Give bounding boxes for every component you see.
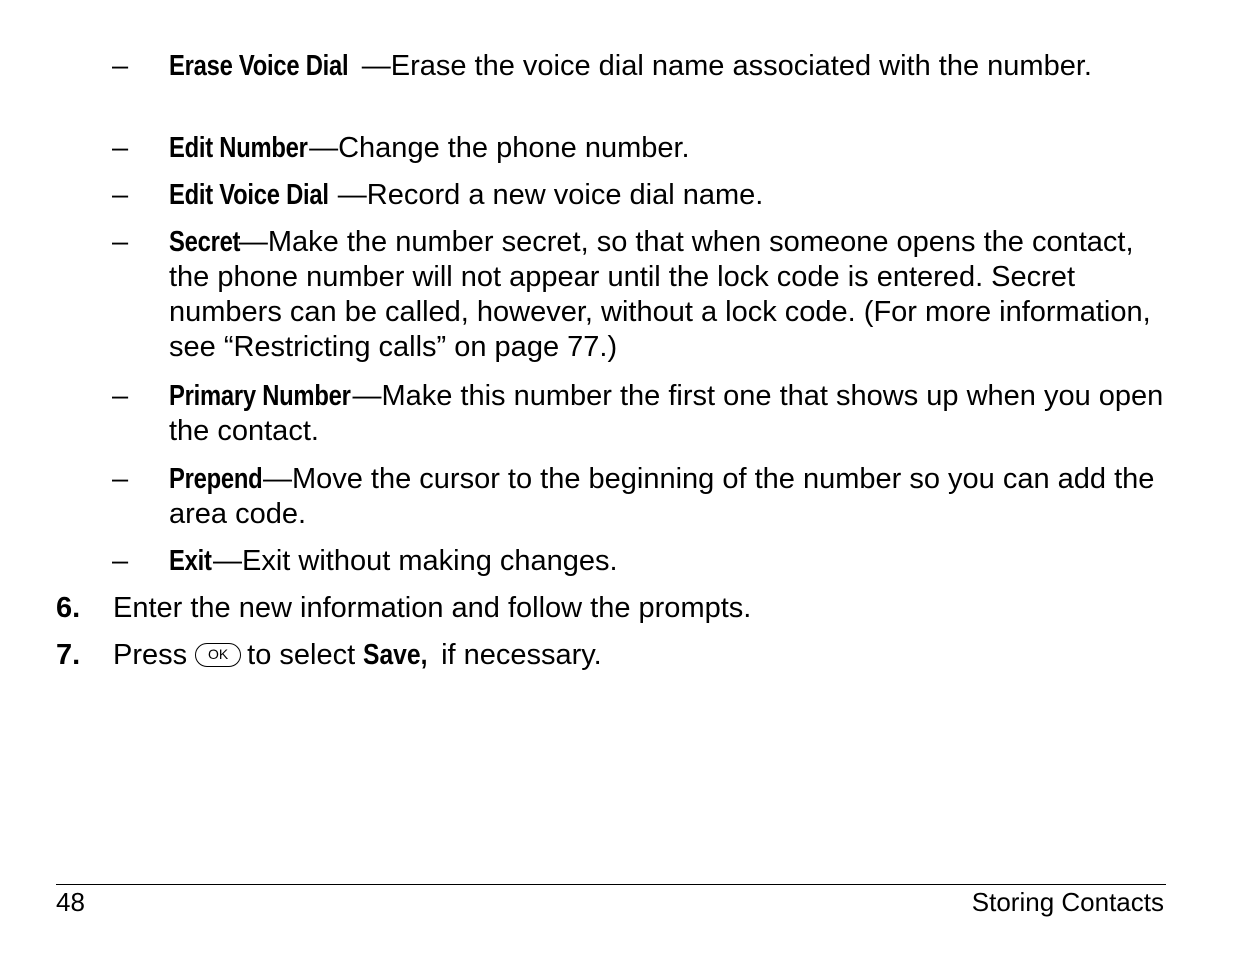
option-term: Prepend xyxy=(169,463,263,495)
page-number: 48 xyxy=(56,887,85,917)
option-description: Erase the voice dial name associated with the number. xyxy=(390,50,1092,82)
option-separator: — xyxy=(262,463,292,495)
option-description: Make the number secret, so that when someone opens the contact, the phone number will not appear until the lock code is entered. Secret numbers can be called, however, without a lock code. (For more information, see “Restricting calls” on page 77.) xyxy=(169,226,1151,363)
save-term: Save, xyxy=(363,639,428,671)
list-dash: – xyxy=(112,132,129,164)
option-description: Record a new voice dial name. xyxy=(366,179,764,211)
option-term: Edit Voice Dial xyxy=(169,179,329,211)
step-text-post: if necessary. xyxy=(441,639,602,671)
list-dash: – xyxy=(112,50,129,82)
step-text-mid: to select xyxy=(247,639,356,671)
option-description: Exit without making changes. xyxy=(242,545,618,577)
option-description: Change the phone number. xyxy=(338,132,690,164)
ok-key-icon xyxy=(195,643,241,667)
option-separator: — xyxy=(309,132,339,164)
option-term: Edit Number xyxy=(169,132,308,164)
option-separator: — xyxy=(352,380,382,412)
list-dash: – xyxy=(112,179,129,211)
option-description: Make this number the first one that shows up when you open the contact. xyxy=(169,380,1164,447)
option-separator: — xyxy=(213,545,242,577)
option-term: Primary Number xyxy=(169,380,351,412)
option-separator: — xyxy=(361,50,391,82)
option-term: Exit xyxy=(169,545,212,577)
list-dash: – xyxy=(112,545,129,577)
option-separator: — xyxy=(238,226,268,258)
option-term: Secret xyxy=(169,226,241,258)
section-title: Storing Contacts xyxy=(971,887,1164,917)
list-dash: – xyxy=(112,226,129,258)
step-text-pre: Press xyxy=(113,639,188,671)
option-separator: — xyxy=(337,179,367,211)
footer-divider xyxy=(56,884,1166,885)
option-description: Move the cursor to the beginning of the number so you can add the area code. xyxy=(169,463,1155,530)
option-term: Erase Voice Dial xyxy=(169,50,349,82)
list-dash: – xyxy=(112,463,129,495)
step-text: Enter the new information and follow the prompts. xyxy=(113,592,752,624)
list-dash: – xyxy=(112,380,129,412)
step-number: 6. xyxy=(56,592,81,624)
step-number: 7. xyxy=(56,639,81,671)
ok-key-label: OK xyxy=(208,646,229,662)
